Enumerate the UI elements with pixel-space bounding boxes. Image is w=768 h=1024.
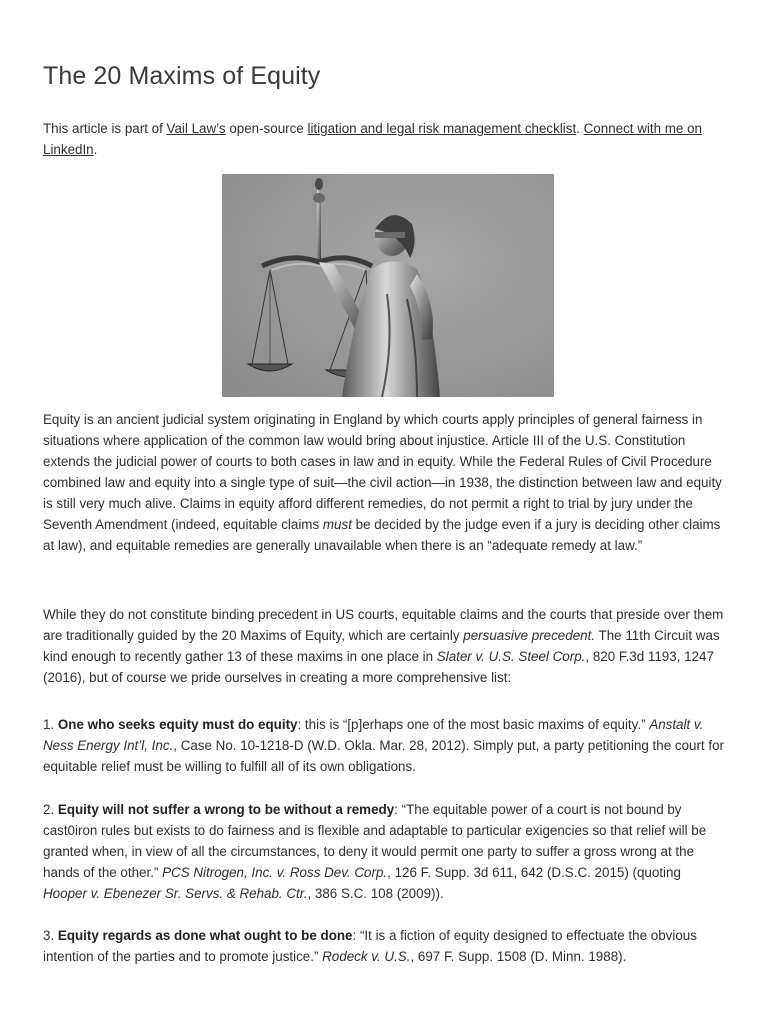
intro-text-2: open-source bbox=[225, 121, 308, 136]
intro-paragraph bbox=[43, 118, 727, 160]
maxim-case-name: PCS Nitrogen, Inc. v. Ross Dev. Corp. bbox=[162, 865, 388, 880]
para2-text-a: While they do not constitute binding precedent in US courts, equitable claims and the courts that preside over them are traditionally guided by the 20 Maxims of Equity, which are certainly bbox=[43, 607, 724, 643]
page-title: The 20 Maxims of Equity bbox=[43, 62, 321, 90]
intro-text-3: . bbox=[576, 121, 584, 136]
maxim-number: 2. bbox=[43, 802, 58, 817]
intro-text-4: . bbox=[93, 142, 98, 157]
para2-emphasis-1: persuasive precedent. bbox=[463, 628, 596, 643]
intro-text-1: This article is part of bbox=[43, 121, 167, 136]
equity-intro-paragraph bbox=[43, 409, 727, 556]
maxim-citation: , 697 F. Supp. 1508 (D. Minn. 1988). bbox=[410, 949, 627, 964]
maxim-text: : “The equitable power of a court is not bound by cast0iron rules but exists to do fairness and is flexible and adaptable to particular exigencies so that relief will be granted when, in view of all the circumstances, to deny it would permit one party to suffer a gross wrong at the hands of the other.” bbox=[43, 802, 707, 880]
lady-justice-illustration bbox=[222, 174, 554, 397]
para2-text-b: The 11th Circuit was kind enough to recently gather 13 of these maxims in one place in bbox=[43, 628, 720, 664]
maxim-3 bbox=[43, 925, 727, 967]
para1-emphasis: must bbox=[322, 517, 352, 532]
maxim-citation: , Case No. 10-1218-D (W.D. Okla. Mar. 28, 2012). Simply put, a party petitioning the court for equitable relief must be willing to fulfill all of its own obligations. bbox=[43, 738, 725, 774]
maxim-heading: Equity regards as done what ought to be done bbox=[57, 928, 353, 943]
para2-case-name: Slater v. U.S. Steel Corp. bbox=[436, 649, 586, 664]
vail-law-link[interactable]: Vail Law’s bbox=[166, 121, 226, 136]
maxim-2 bbox=[43, 799, 727, 904]
para2-text-c: , 820 F.3d 1193, 1247 (2016), but of course we pride ourselves in creating a more comprehensive list: bbox=[43, 649, 714, 685]
maxim-case-name-2: Hooper v. Ebenezer Sr. Servs. & Rehab. Ctr. bbox=[43, 886, 308, 901]
checklist-link[interactable]: litigation and legal risk management checklist bbox=[307, 121, 577, 136]
maxim-citation: , 126 F. Supp. 3d 611, 642 (D.S.C. 2015) (quoting bbox=[387, 865, 681, 880]
maxims-intro-paragraph bbox=[43, 604, 727, 688]
maxim-citation-2: , 386 S.C. 108 (2009)). bbox=[307, 886, 444, 901]
maxim-heading: Equity will not suffer a wrong to be without a remedy bbox=[57, 802, 395, 817]
maxim-number: 1. bbox=[43, 717, 58, 732]
para1-text: Equity is an ancient judicial system originating in England by which courts apply principles of general fairness in situations where application of the common law would bring about injustice. Article III of the U.S. Constitution extends the judicial power of courts to both cases in law and in equity. While the Federal Rules of Civil Procedure combined law and equity into a single type of suit—the civil action—in 1938, the distinction between law and equity is still very much alive. Claims in equity afford different remedies, do not permit a right to trial by jury under the Seventh Amendment (indeed, equitable claims bbox=[43, 412, 722, 532]
maxim-1 bbox=[43, 714, 727, 777]
maxim-case-name: Rodeck v. U.S. bbox=[322, 949, 411, 964]
lady-justice-image bbox=[222, 174, 554, 397]
maxim-text: : this is “[p]erhaps one of the most basic maxims of equity.” bbox=[297, 717, 650, 732]
para1-end: be decided by the judge even if a jury is deciding other claims at law), and equitable remedies are generally unavailable when there is an “adequate remedy at law.” bbox=[43, 517, 721, 553]
maxim-number: 3. bbox=[43, 928, 58, 943]
linkedin-link[interactable]: Connect with me on LinkedIn bbox=[43, 121, 702, 157]
maxim-case-name: Anstalt v. Ness Energy Int’l, Inc. bbox=[43, 717, 704, 753]
maxim-heading: One who seeks equity must do equity bbox=[57, 717, 298, 732]
maxim-text: : “It is a fiction of equity designed to effectuate the obvious intention of the parties and to promote justice.” bbox=[43, 928, 697, 964]
